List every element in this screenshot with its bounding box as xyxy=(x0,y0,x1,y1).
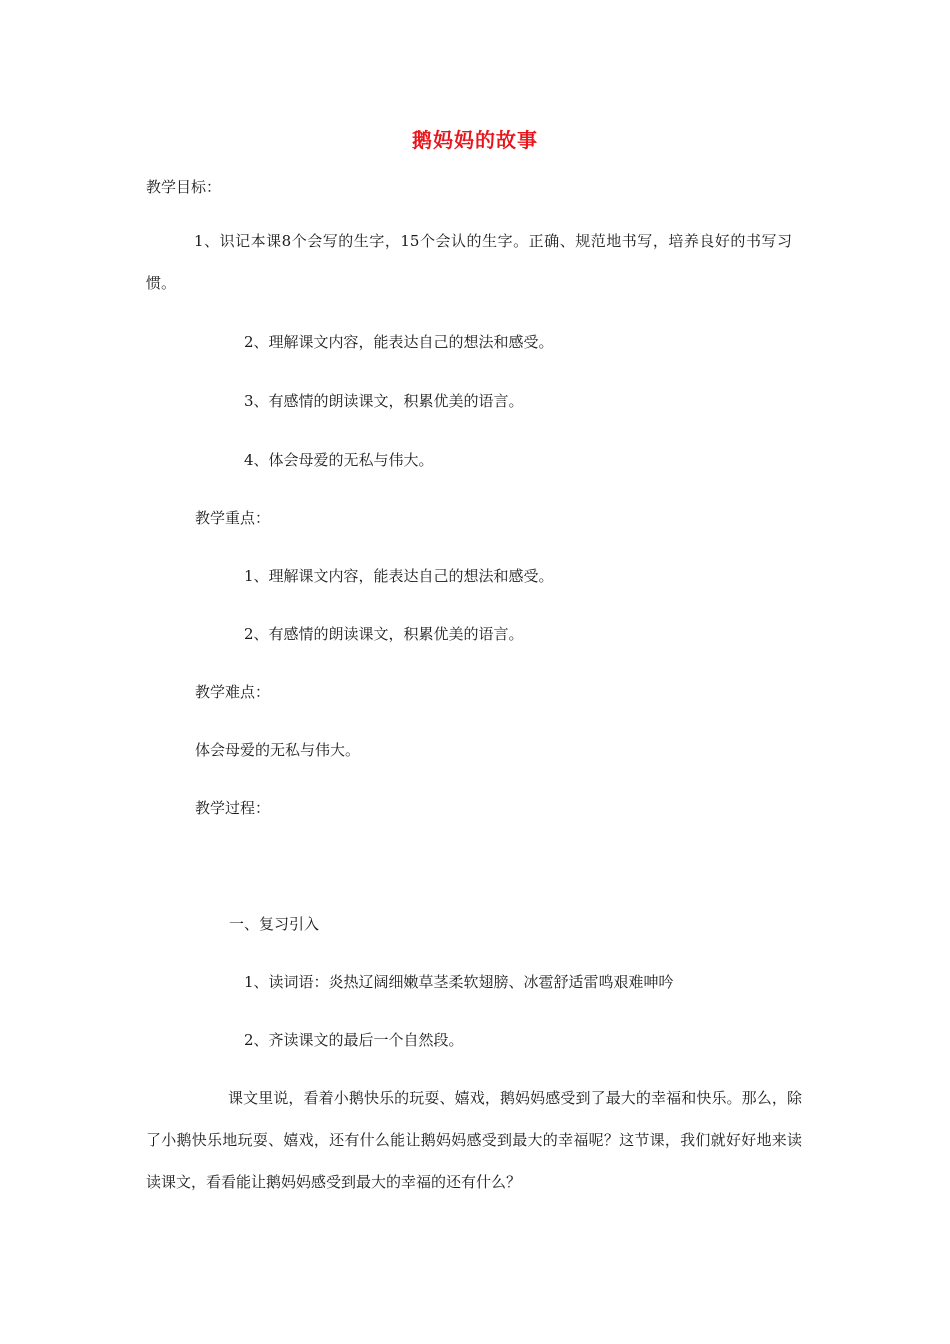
key-points-heading: 教学重点： xyxy=(195,509,271,527)
difficulty-heading: 教学难点： xyxy=(195,683,271,701)
objective-4: 4、体会母爱的无私与伟大。 xyxy=(244,451,434,469)
objective-2: 2、理解课文内容，能表达自己的想法和感受。 xyxy=(244,333,554,351)
intro-paragraph: 课文里说，看着小鹅快乐的玩耍、嬉戏，鹅妈妈感受到了最大的幸福和快乐。那么，除了小鹅快乐地玩耍、嬉戏，还有什么能让鹅妈妈感受到最大的幸福呢？这节课，我们就好好地来读读课文，看看能让鹅妈妈感受到最大的幸福的还有什么？ xyxy=(146,1089,802,1191)
difficulty-1: 体会母爱的无私与伟大。 xyxy=(195,741,361,759)
key-point-1: 1、理解课文内容，能表达自己的想法和感受。 xyxy=(244,567,554,585)
section-1-item-1: 1、读词语：炎热辽阔细嫩草茎柔软翅膀、冰雹舒适雷鸣艰难呻吟 xyxy=(244,973,674,991)
objectives-heading: 教学目标： xyxy=(146,178,222,196)
process-heading: 教学过程： xyxy=(195,799,271,817)
document-title: 鹅妈妈的故事 xyxy=(412,128,538,152)
section-1-heading: 一、复习引入 xyxy=(229,915,320,933)
objective-1: 1、识记本课8个会写的生字，15个会认的生字。正确、规范地书写，培养良好的书写习惯。 xyxy=(146,232,792,292)
objective-3: 3、有感情的朗读课文，积累优美的语言。 xyxy=(244,392,524,410)
section-1-item-2: 2、齐读课文的最后一个自然段。 xyxy=(244,1031,464,1049)
key-point-2: 2、有感情的朗读课文，积累优美的语言。 xyxy=(244,625,524,643)
